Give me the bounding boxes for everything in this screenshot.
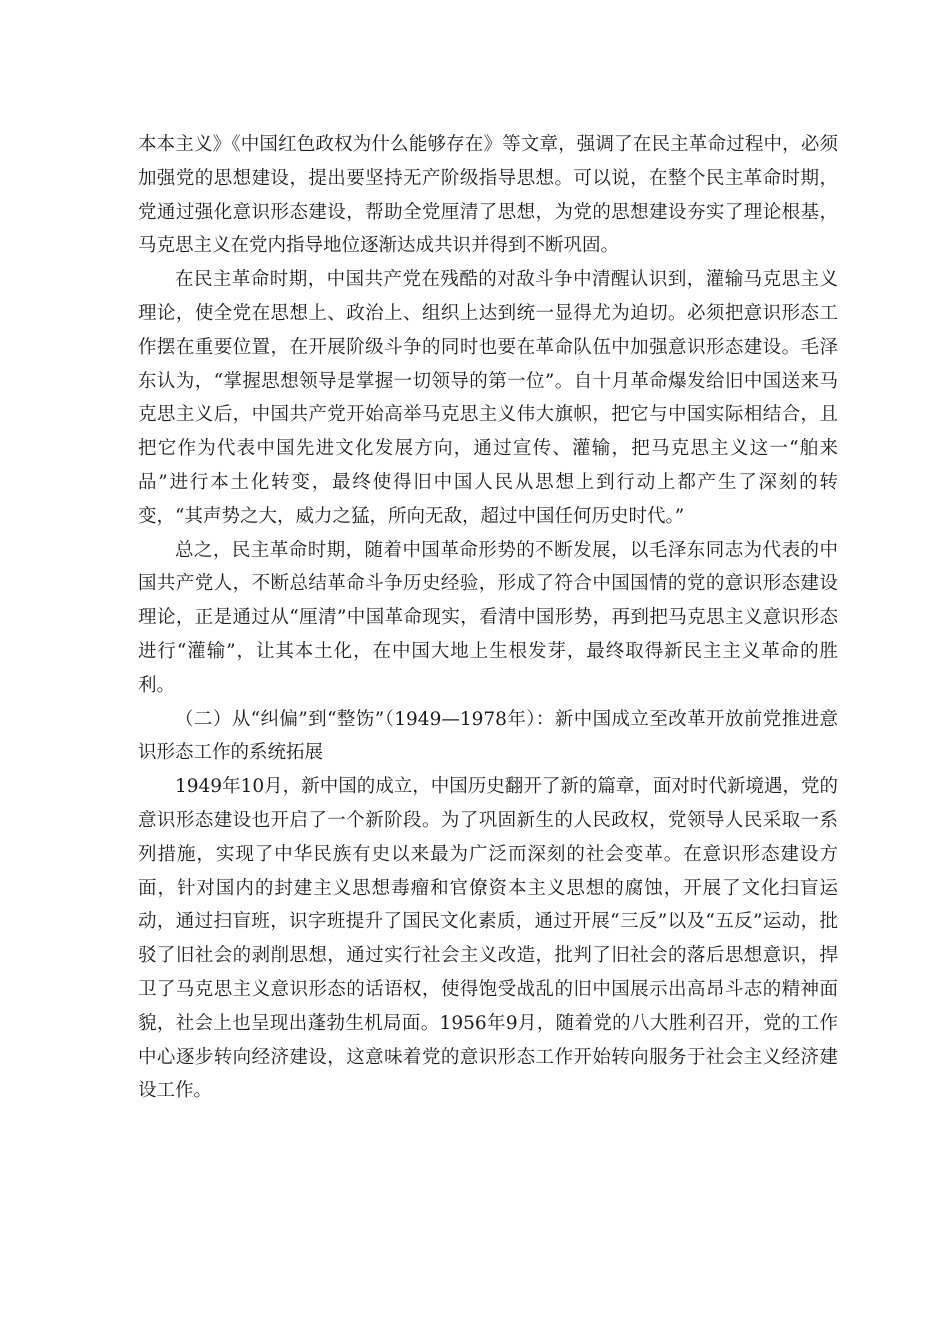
paragraph-new-china: 1949年10月，新中国的成立，中国历史翻开了新的篇章，面对时代新境遇，党的意识形态建设也开启了一个新阶段。为了巩固新生的人民政权，党领导人民采取一系列措施，实现了中华民族有史以来最为广泛而深刻的社会变革。在意识形态建设方面，针对国内的封建主义思想毒瘤和官僚资本主义思想的腐蚀，开展了文化扫盲运动，通过扫盲班，识字班提升了国民文化素质，通过开展“三反”以及“五反”运动，批驳了旧社会的剥削思想，通过实行社会主义改造，批判了旧社会的落后思想意识，捍卫了马克思主义意识形态的话语权，使得饱受战乱的旧中国展示出高昂斗志的精神面貌，社会上也呈现出蓬勃生机局面。1956年9月，随着党的八大胜利召开，党的工作中心逐步转向经济建设，这意味着党的意识形态工作开始转向服务于社会主义经济建设工作。 [138,776,838,1102]
paragraph-democratic-revolution: 在民主革命时期，中国共产党在残酷的对敌斗争中清醒认识到，灌输马克思主义理论，使全党在思想上、政治上、组织上达到统一显得尤为迫切。必须把意识形态工作摆在重要位置，在开展阶级斗争的同时也要在革命队伍中加强意识形态建设。毛泽东认为，“掌握思想领导是掌握一切领导的第一位”。自十月革命爆发给旧中国送来马克思主义后，中国共产党开始高举马克思主义伟大旗帜，把它与中国实际相结合，且把它作为代表中国先进文化发展方向，通过宣传、灌输，把马克思主义这一“舶来品”进行本土化转变，最终使得旧中国人民从思想上到行动上都产生了深刻的转变，“其声势之大，威力之猛，所向无敌，超过中国任何历史时代。” [138,269,838,527]
body-text [138,128,838,1108]
section-heading: （二）从“纠偏”到“整饬”（1949—1978年）：新中国成立至改革开放前党推进意识形态工作的系统拓展 [138,708,838,764]
paragraph-continued: 本本主义》《中国红色政权为什么能够存在》等文章，强调了在民主革命过程中，必须加强党的思想建设，提出要坚持无产阶级指导思想。可以说，在整个民主革命时期，党通过强化意识形态建设，帮助全党厘清了思想，为党的思想建设夯实了理论根基，马克思主义在党内指导地位逐渐达成共识并得到不断巩固。 [138,134,838,257]
paragraph-summary: 总之，民主革命时期，随着中国革命形势的不断发展，以毛泽东同志为代表的中国共产党人，不断总结革命斗争历史经验，形成了符合中国国情的党的意识形态建设理论，正是通过从“厘清”中国革命现实，看清中国形势，再到把马克思主义意识形态进行“灌输”，让其本土化，在中国大地上生根发芽，最终取得新民主主义革命的胜利。 [138,539,838,696]
